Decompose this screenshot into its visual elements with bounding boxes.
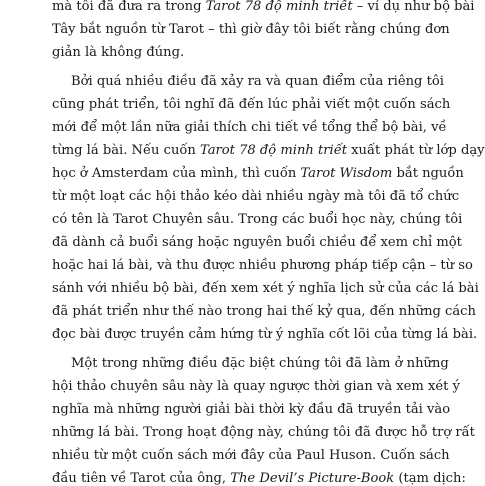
text-line: từng lá bài. Nếu cuốn Tarot 78 độ minh triết xuất phát từ lớp dạy: [52, 143, 485, 158]
text-line: đầu tiên về Tarot của ông, The Devil’s Picture-Book (tạm dịch:: [52, 471, 466, 486]
text-line: từ một loạt các hội thảo kéo dài nhiều ngày mà tôi đã tổ chức: [52, 189, 460, 204]
text-line: sánh với nhiều bộ bài, đến xem xét ý nghĩa lịch sử của các lá bài: [52, 281, 479, 296]
text-line: nghĩa mà những người giải bài thời kỳ đầu đã truyền tải vào: [52, 402, 451, 417]
text-line: đọc bài được truyền cảm hứng từ ý nghĩa cốt lõi của từng lá bài.: [52, 327, 478, 342]
text-line: hội thảo chuyên sâu này là quay ngược thời gian và xem xét ý: [52, 379, 460, 394]
text-line: mà tôi đã đưa ra trong Tarot 78 độ minh triết – ví dụ như bộ bài: [52, 0, 475, 14]
text-line: mới để một lần nữa giải thích chi tiết về tổng thể bộ bài, về: [52, 120, 447, 135]
text-line: hoặc hai lá bài, và thu được nhiều phương pháp tiếp cận – từ so: [52, 258, 473, 273]
text-line: những lá bài. Trong hoạt động này, chúng tôi đã được hỗ trợ rất: [52, 425, 475, 440]
text-line: cũng phát triển, tôi nghĩ đã đến lúc phải viết một cuốn sách: [52, 97, 451, 112]
text-line: giản là không đúng.: [52, 45, 185, 60]
text-line: nhiều từ một cuốn sách mới đây của Paul Huson. Cuốn sách: [52, 448, 450, 463]
text-line: Tây bắt nguồn từ Tarot – thì giờ đây tôi biết rằng chúng đơn: [52, 22, 450, 37]
text-line: đã dành cả buổi sáng hoặc nguyên buổi chiều để xem chỉ một: [52, 235, 462, 250]
text-line: đã phát triển như thế nào trong hai thế kỷ qua, đến những cách: [52, 304, 476, 319]
text-line: Bởi quá nhiều điều đã xảy ra và quan điểm của riêng tôi: [71, 74, 444, 89]
text-line: Một trong những điều đặc biệt chúng tôi đã làm ở những: [71, 356, 449, 371]
text-line: học ở Amsterdam của mình, thì cuốn Tarot Wisdom bắt nguồn: [52, 166, 464, 181]
text-line: có tên là Tarot Chuyên sâu. Trong các buổi học này, chúng tôi: [52, 212, 463, 227]
